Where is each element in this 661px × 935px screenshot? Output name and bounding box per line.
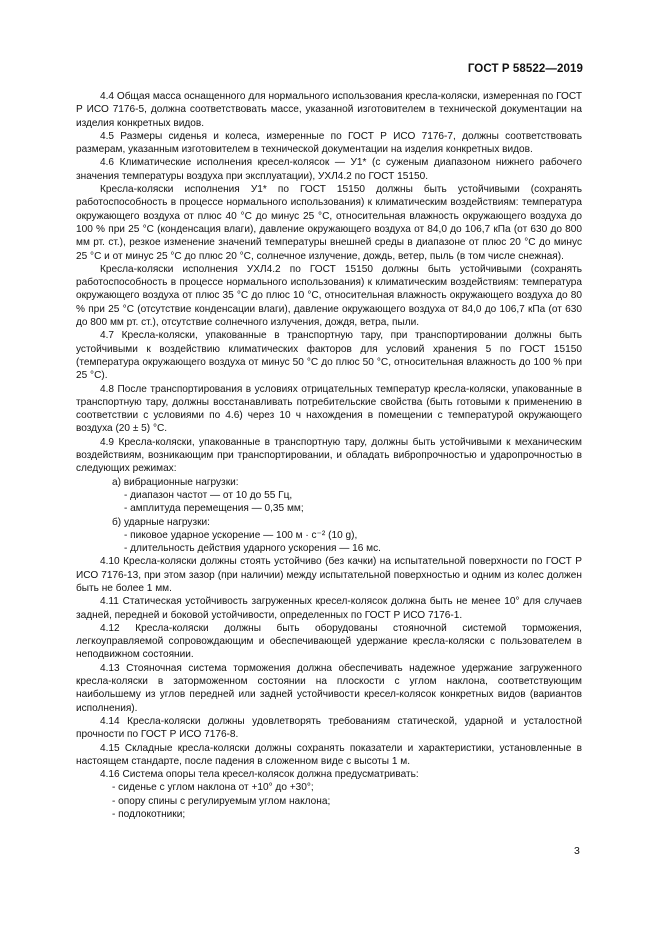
paragraph-4-8: 4.8 После транспортирования в условиях отрицательных температур кресла-коляски, упакованные в транспортную тару, должны восстанавливать потребительские свойства (быть готовыми к применению в соответствии с условиями по 4.6) через 10 ч нахождения в помещении с температурой окружающего воздуха (20 ± 5) °С. xyxy=(76,383,582,435)
paragraph-4-16: 4.16 Система опоры тела кресел-колясок должна предусматривать: xyxy=(100,769,419,781)
page-number: 3 xyxy=(574,845,580,857)
document-header: ГОСТ Р 58522—2019 xyxy=(467,63,583,75)
document-body xyxy=(76,90,582,821)
paragraph-4-10: 4.10 Кресла-коляски должны стоять устойчиво (без качки) на испытательной поверхности по ГОСТ Р ИСО 7176-13, при этом зазор (при наличии) между испытательной поверхностью и одним из колес должен быть не более 1 мм. xyxy=(76,556,582,594)
list-item-peak-acceleration: - пиковое ударное ускорение — 100 м · с⁻² (10 g), xyxy=(124,529,358,541)
paragraph-4-7: 4.7 Кресла-коляски, упакованные в транспортную тару, при транспортировании должны быть устойчивыми к воздействию климатических факторов для условий хранения 5 по ГОСТ 15150 (температура окружающего воздуха от минус 50 °С до плюс 50 °С, относительная влажность до 100 % при 25 °С). xyxy=(76,330,582,382)
paragraph-4-15: 4.15 Складные кресла-коляски должны сохранять показатели и характеристики, установленные в настоящем стандарте, после падения в сложенном виде с высоты 1 м. xyxy=(76,742,582,767)
list-item-vibration: а) вибрационные нагрузки: xyxy=(112,476,239,488)
paragraph-4-6-uhl: Кресла-коляски исполнения УХЛ4.2 по ГОСТ 15150 должны быть устойчивыми (сохранять работоспособность в процессе нормального использования) к климатическим воздействиям: температура окружающего воздуха от плюс 35 °С до плюс 10 °С, относительная влажность окружающего воздуха до 80 % при 25 °С (отсутствие конденсации влаги), давление окружающего воздуха от 84,0 до 106,7 кПа (от 630 до 800 мм рт. ст.), отсутствие солнечного излучения, дождя, ветра, пыли. xyxy=(76,263,582,329)
paragraph-4-4: 4.4 Общая масса оснащенного для нормального использования кресла-коляски, измеренная по ГОСТ Р ИСО 7176-5, должна соответствовать массе, указанной изготовителем в технической документации на изделия конкретных видов. xyxy=(76,91,582,129)
paragraph-4-12: 4.12 Кресла-коляски должны быть оборудованы стояночной системой торможения, легкоуправляемой сопровождающим и обеспечивающей удержание кресла-коляски с пользователем в неподвижном состоянии. xyxy=(76,622,582,661)
paragraph-4-9: 4.9 Кресла-коляски, упакованные в транспортную тару, должны быть устойчивыми к механическим воздействиям, возникающим при транспортировании, и обладать вибропрочностью и удaропрочностью в следующих режимах: xyxy=(76,436,582,475)
paragraph-4-6: 4.6 Климатические исполнения кресел-колясок — У1* (с суженым диапазоном нижнего рабочего значения температуры воздуха при эксплуатации), УХЛ4.2 по ГОСТ 15150. xyxy=(76,157,582,182)
paragraph-4-11: 4.11 Статическая устойчивость загруженных кресел-колясок должна быть не менее 10° для случаев задней, передней и боковой устойчивости, определенных по ГОСТ Р ИСО 7176-1. xyxy=(76,596,582,621)
list-item-backrest: - опору спины с регулируемым углом наклона; xyxy=(112,795,331,807)
paragraph-4-6-u1: Кресла-коляски исполнения У1* по ГОСТ 15150 должны быть устойчивыми (сохранять работоспособность в процессе нормального использования) к климатическим воздействиям: температура окружающего воздуха от плюс 40 °С до минус 25 °С, относительная влажность окружающего воздуха до 100 % при 25 °С (конденсация влаги), давление окружающего воздуха от 84,0 до 106,7 кПа (от 630 до 800 мм рт. ст.), резкое изменение значений температуры внешней среды в диапазоне от плюс 20 °С до минус 25 °С и от минус 25 °С до плюс 20 °С, солнечное излучение, дождь, ветер, пыль (в том числе снежная). xyxy=(76,184,582,262)
list-item-duration: - длительность действия ударного ускорения — 16 мс. xyxy=(124,543,381,555)
list-item-shock: б) ударные нагрузки: xyxy=(112,516,210,528)
list-item-amplitude: - амплитуда перемещения — 0,35 мм; xyxy=(124,503,304,515)
paragraph-4-13: 4.13 Стояночная система торможения должна обеспечивать надежное удержание загруженного кресла-коляски в заторможенном состоянии на плоскости с углом наклона, соответствующим наибольшему из углов передней или задней устойчивости кресел-колясок конкретных видов (вариантов исполнения). xyxy=(76,662,582,714)
list-item-frequency: - диапазон частот — от 10 до 55 Гц, xyxy=(124,489,293,501)
paragraph-4-14: 4.14 Кресла-коляски должны удовлетворять требованиям статической, ударной и усталостной прочности по ГОСТ Р ИСО 7176-8. xyxy=(76,715,582,741)
list-item-seat: - сиденье с углом наклона от +10° до +30°; xyxy=(112,782,314,794)
paragraph-4-5: 4.5 Размеры сиденья и колеса, измеренные по ГОСТ Р ИСО 7176-7, должны соответствовать размерам, указанным изготовителем в технической документации на изделия конкретных видов. xyxy=(76,130,582,156)
list-item-armrests: - подлокотники; xyxy=(112,809,186,821)
